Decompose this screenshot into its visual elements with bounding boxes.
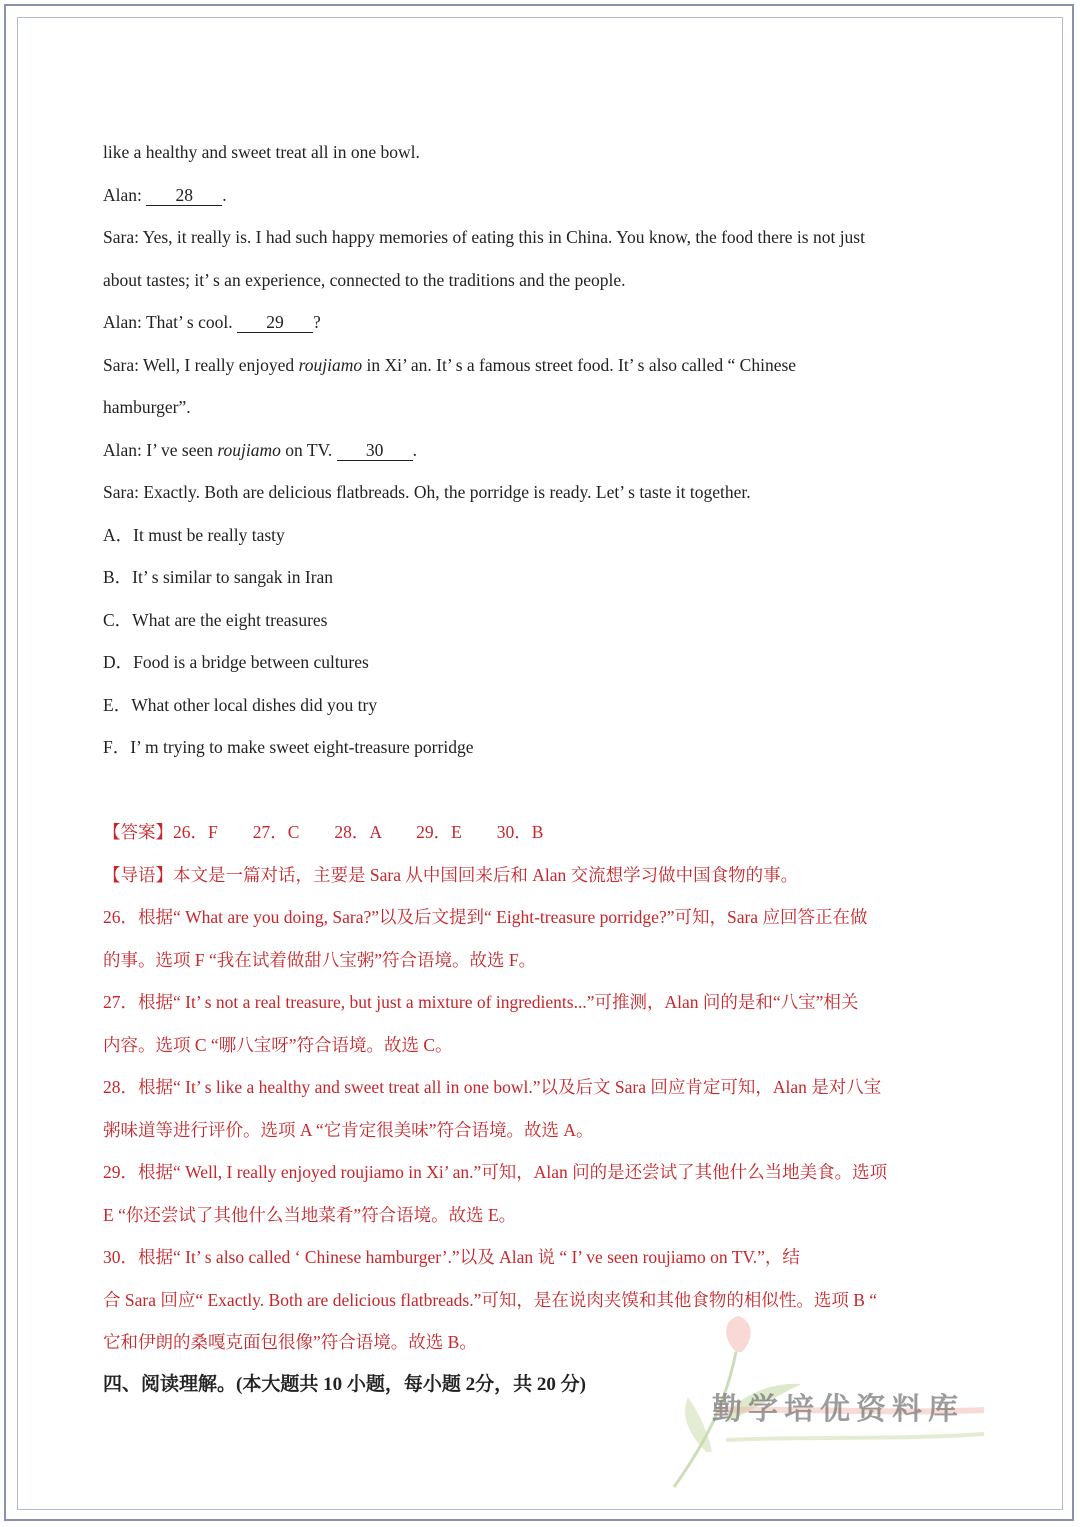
dialogue-line-1: like a healthy and sweet treat all in one bowl.: [103, 142, 420, 162]
dialogue-line-9: Sara: Exactly. Both are delicious flatbreads. Oh, the porridge is ready. Let’ s taste it together.: [103, 482, 751, 502]
blank-29: 29: [237, 310, 313, 333]
line-end: .: [222, 185, 227, 205]
option-d: D．Food is a bridge between cultures: [103, 652, 369, 672]
explanation-line: 30．根据“ It’ s also called ‘ Chinese hamburger’.”以及 Alan 说 “ I’ ve seen roujiamo on TV.”，结: [103, 1247, 800, 1267]
option-f: F．I’ m trying to make sweet eight-treasure porridge: [103, 737, 474, 757]
explanation-line: E “你还尝试了其他什么当地菜肴”符合语境。故选 E。: [103, 1205, 517, 1225]
line-end: in Xi’ an. It’ s a famous street food. It’ s also called “ Chinese: [362, 355, 797, 375]
option-a: A．It must be really tasty: [103, 525, 285, 545]
watermark-text: 勤学培优资料库: [712, 1392, 964, 1427]
answer-line: 【答案】26．F 27．C 28．A 29．E 30．B: [103, 822, 544, 842]
dialogue-line-8: [103, 435, 417, 465]
explanation-line: 内容。选项 C “哪八宝呀”符合语境。故选 C。: [103, 1035, 453, 1055]
line-mid: on TV.: [280, 440, 337, 460]
dialogue-line-7: hamburger”.: [103, 397, 191, 417]
guide-line: 【导语】本文是一篇对话，主要是 Sara 从中国回来后和 Alan 交流想学习做中国食物的事。: [103, 865, 799, 885]
dialogue-line-5: [103, 307, 321, 337]
line-start: Alan: I’ ve seen: [103, 440, 218, 460]
line-start: Sara: Well, I really enjoyed: [103, 355, 299, 375]
italic-word: roujiamo: [217, 440, 281, 460]
explanation-line: 合 Sara 回应“ Exactly. Both are delicious flatbreads.”可知，是在说肉夹馍和其他食物的相似性。选项 B “: [103, 1290, 878, 1310]
explanation-line: 29．根据“ Well, I really enjoyed roujiamo in Xi’ an.”可知，Alan 问的是还尝试了其他什么当地美食。选项: [103, 1162, 888, 1182]
line-start: Alan: That’ s cool.: [103, 312, 237, 332]
explanation-line: 28．根据“ It’ s like a healthy and sweet treat all in one bowl.”以及后文 Sara 回应肯定可知，Alan 是对八宝: [103, 1077, 882, 1097]
option-e: E．What other local dishes did you try: [103, 695, 378, 715]
option-c: C．What are the eight treasures: [103, 610, 328, 630]
blank-30: 30: [337, 438, 413, 461]
explanation-line: 它和伊朗的桑嘎克面包很像”符合语境。故选 B。: [103, 1332, 477, 1352]
speaker-alan: Alan:: [103, 185, 147, 205]
section-heading: 四、阅读理解。(本大题共 10 小题，每小题 2分，共 20 分): [103, 1374, 586, 1395]
blank-28: 28: [146, 183, 222, 206]
explanation-line: 的事。选项 F “我在试着做甜八宝粥”符合语境。故选 F。: [103, 950, 537, 970]
dialogue-line-6: [103, 350, 796, 380]
option-b: B．It’ s similar to sangak in Iran: [103, 567, 334, 587]
italic-word: roujiamo: [298, 355, 363, 375]
dialogue-line-4: about tastes; it’ s an experience, connected to the traditions and the people.: [103, 270, 626, 290]
line-end: .: [412, 440, 418, 460]
line-end: ?: [312, 312, 321, 332]
explanation-line: 26．根据“ What are you doing, Sara?”以及后文提到“ Eight-treasure porridge?”可知，Sara 应回答正在做: [103, 907, 868, 927]
explanation-line: 27．根据“ It’ s not a real treasure, but just a mixture of ingredients...”可推测，Alan 问的是和“八宝”相关: [103, 992, 859, 1012]
dialogue-line-3: Sara: Yes, it really is. I had such happy memories of eating this in China. You know, the food there is not just: [103, 227, 865, 247]
explanation-line: 粥味道等进行评价。选项 A “它肯定很美味”符合语境。故选 A。: [103, 1120, 594, 1140]
dialogue-line-2: [103, 180, 227, 210]
